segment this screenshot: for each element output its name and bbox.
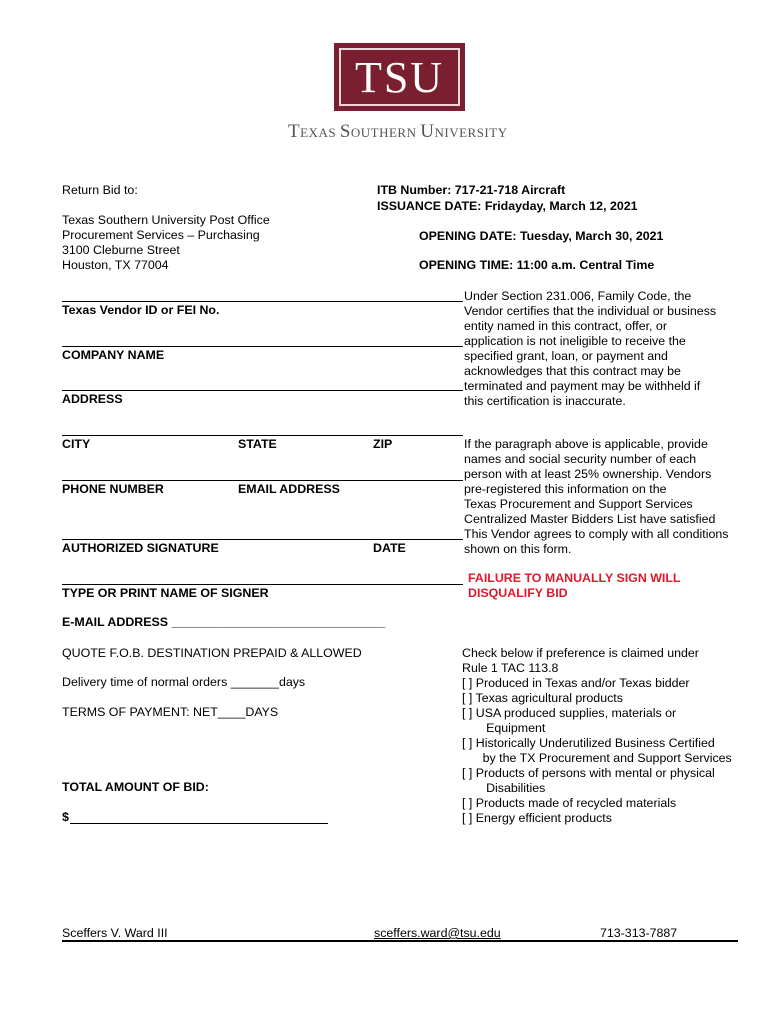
ownership-note-line: If the paragraph above is applicable, provide: [464, 437, 708, 451]
certification-line: terminated and payment may be withheld if: [464, 379, 701, 393]
delivery-time-field[interactable]: Delivery time of normal orders _______days: [62, 675, 306, 689]
signature-warning: [468, 571, 680, 601]
preference-checkbox-item[interactable]: [ ] Texas agricultural products: [462, 691, 623, 705]
preference-checkbox-item[interactable]: [ ] Historically Underutilized Business Certified: [462, 736, 715, 750]
date-label: DATE: [373, 541, 406, 555]
return-address-line: Houston, TX 77004: [62, 258, 169, 272]
logo-text: TSU: [354, 53, 445, 102]
payment-terms-field[interactable]: TERMS OF PAYMENT: NET____DAYS: [62, 705, 279, 719]
return-address-line: Procurement Services – Purchasing: [62, 228, 260, 242]
footer-rule: [62, 940, 738, 942]
certification-line: specified grant, loan, or payment and: [464, 349, 668, 363]
phone-email-line[interactable]: [62, 480, 463, 481]
phone-label: PHONE NUMBER: [62, 482, 164, 496]
company-name-line[interactable]: [62, 346, 463, 347]
contact-email-link[interactable]: sceffers.ward@tsu.edu: [374, 926, 501, 940]
return-address-line: Texas Southern University Post Office: [62, 213, 270, 227]
vendor-id-label: Texas Vendor ID or FEI No.: [62, 303, 220, 317]
preference-checkbox-item[interactable]: [ ] Energy efficient products: [462, 811, 612, 825]
certification-line: entity named in this contract, offer, or: [464, 319, 667, 333]
certification-line: Vendor certifies that the individual or business: [464, 304, 717, 318]
opening-time: OPENING TIME: 11:00 a.m. Central Time: [419, 258, 655, 272]
preference-line: Check below if preference is claimed under: [462, 646, 699, 660]
ownership-note: [464, 437, 728, 557]
ownership-note-line: names and social security number of each: [464, 452, 697, 466]
preference-checkbox-item[interactable]: [ ] Products made of recycled materials: [462, 796, 677, 810]
tsu-logo: [334, 43, 465, 111]
preference-line: by the TX Procurement and Support Services: [462, 751, 732, 765]
ownership-note-line: shown on this form.: [464, 542, 572, 556]
preference-checkbox-item[interactable]: [ ] Produced in Texas and/or Texas bidder: [462, 676, 690, 690]
ownership-note-line: Centralized Master Bidders List have satisfied: [464, 512, 716, 526]
return-address-line: 3100 Cleburne Street: [62, 243, 180, 257]
city-label: CITY: [62, 437, 91, 451]
city-state-zip-line[interactable]: [62, 435, 463, 436]
preference-checkbox-item[interactable]: [ ] USA produced supplies, materials or: [462, 706, 677, 720]
ownership-note-line: pre-registered this information on the: [464, 482, 667, 496]
ownership-note-line: This Vendor agrees to comply with all conditions: [464, 527, 729, 541]
certification-line: application is not ineligible to receive the: [464, 334, 686, 348]
certification-line: acknowledges that this contract may be: [464, 364, 681, 378]
vendor-id-line[interactable]: [62, 301, 463, 302]
ownership-note-line: Texas Procurement and Support Services: [464, 497, 693, 511]
preference-list: [462, 646, 732, 826]
university-name: TEXAS SOUTHERN UNIVERSITY: [288, 121, 508, 142]
email-label: EMAIL ADDRESS: [238, 482, 340, 496]
contact-name: Sceffers V. Ward III: [62, 926, 168, 940]
certification-paragraph: [464, 289, 716, 409]
total-amount-label: TOTAL AMOUNT OF BID:: [62, 780, 209, 794]
signer-name-line[interactable]: [62, 584, 463, 585]
preference-line: Equipment: [462, 721, 546, 735]
signer-label: TYPE OR PRINT NAME OF SIGNER: [62, 586, 269, 600]
certification-line: Under Section 231.006, Family Code, the: [464, 289, 692, 303]
opening-date: OPENING DATE: Tuesday, March 30, 2021: [419, 229, 664, 243]
signature-label: AUTHORIZED SIGNATURE: [62, 541, 219, 555]
total-amount-line[interactable]: [70, 823, 328, 824]
warning-line: DISQUALIFY BID: [468, 586, 568, 600]
itb-number: ITB Number: 717-21-718 Aircraft: [377, 183, 566, 197]
logo-frame: [339, 48, 460, 106]
ownership-note-line: person with at least 25% ownership. Vendors: [464, 467, 712, 481]
preference-line: Disabilities: [462, 781, 546, 795]
certification-line: this certification is inaccurate.: [464, 394, 626, 408]
company-name-label: COMPANY NAME: [62, 348, 165, 362]
issuance-date: ISSUANCE DATE: Fridayday, March 12, 2021: [377, 199, 638, 213]
preference-line: Rule 1 TAC 113.8: [462, 661, 559, 675]
return-bid-label: Return Bid to:: [62, 183, 138, 197]
state-label: STATE: [238, 437, 277, 451]
fob-terms: QUOTE F.O.B. DESTINATION PREPAID & ALLOWED: [62, 646, 362, 660]
email-address-field[interactable]: E-MAIL ADDRESS _______________________________: [62, 615, 386, 629]
warning-line: FAILURE TO MANUALLY SIGN WILL: [468, 571, 681, 585]
contact-phone: 713-313-7887: [600, 926, 678, 940]
preference-checkbox-item[interactable]: [ ] Products of persons with mental or physical: [462, 766, 715, 780]
dollar-sign: $: [62, 810, 69, 824]
address-label: ADDRESS: [62, 392, 123, 406]
address-line[interactable]: [62, 390, 463, 391]
zip-label: ZIP: [373, 437, 393, 451]
signature-line[interactable]: [62, 539, 463, 540]
